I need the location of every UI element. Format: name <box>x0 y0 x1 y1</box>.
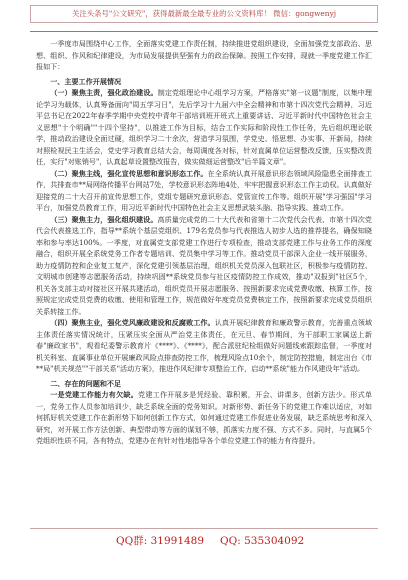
paragraph-3 <box>36 214 372 318</box>
footer-qq-group: QQ群: 31991489 <box>116 535 205 547</box>
paragraph-2 <box>36 168 372 214</box>
paragraph-2-lead: （二）聚焦主线，强化宣传思想和意识形态工作。 <box>50 168 208 178</box>
paragraph-5-text: 党建工作开展多是凭经验、靠积累，开会、讲课多，创新方法少。形式单一，党务工作人员参加培训少，缺乏系统全面的党务知识。对新形势、新任务下的党建工作难以适应，对如何抓好机关党建工作在新形势下如何创新工作方式，如何通过党建工作促进业务发展，缺乏系统思考和深入研究，对开展工作方法创新、典型带动等方面的谋划不够，抓落实力度不强、方式不多。同时，与直属5个党组织性质不同，各有特点，党建办在有针对性地指导各个单位党建工作的能力有待提升。 <box>36 390 372 445</box>
document-body <box>36 38 372 447</box>
footer-divider <box>30 528 378 529</box>
section-heading-2: 二、存在的问题和不足 <box>50 378 122 388</box>
paragraph-1-lead: （一）聚焦主责，强化政治建设。 <box>50 88 158 97</box>
paragraph-1-text: 制定党组理论中心组学习方案，严格落实"第一议题"制度，以集中理论学习为载体，认真筹备面向"周五学习日"，先后学习十九届六中全会精神和市第十四次党代会精神，习近平总书记在2022年春季学期中央党校中青年干部培训班开班式上重要讲话、习近平新时代中国特色社会主义思想"十个明确""十四个坚持"，以推进工作为目标，结合工作实际和阶段性工作任务，先后组织理论联学，推动政治建设全面过硬，组织学习二十余次，营造学习氛围，学党史、悟思想、办实事、开新局，持续对照检视民主生活会，党史学习教育总结大会，每周调度各对标，针对直属单位运营整改反馈，压实整改责任，实行"对账销号"，认真起草设置整改报告，做实做细运营整改"后半篇文章"。 <box>36 88 373 166</box>
paragraph-3-text: 高质量完成党的二十大代表和省第十二次党代会代表、市第十四次党代会代表推选工作，指导**系统个基层党组织、179名党员参与代表推选人初步人选的推荐提名，确保知晓率和参与率达100%。一季度，对直属党支部党建工作进行专项检查，推动支部党建工作与业务工作的深度融合，组织开展全系统党务工作者专题培训、党员集中学习等工作。推动党员干部深入企业一线开展服务，助力疫情防控和企业复工复产，深化党建引领基层治理，组织机关党员深入包联社区，积极参与疫情防控、文明城市创建等志愿服务活动，持续巩固**系统党员参与社区疫情防控工作成效，推动"双报到"社区5个，机关各支部主动对接社区开展共建活动，组织党员开展志愿服务、按照新要求完成党费收缴、核算工作，按照规定完成党员党费的收缴、使用和管理工作，规范做好年度党员党费核定工作，按照新要求完成党员组织关系转接工作。 <box>36 214 373 316</box>
intro-paragraph: 一季度市局围绕中心工作，全面落实党建工作责任制，持续推进党组织建设，全面加强党支部政治、思想、组织、作风和纪律建设，为市局发展提供坚强有力的政治保障。按照工作安排，现就一季度党建工作汇报如下： <box>36 39 372 71</box>
paragraph-2-text: 在全系统认真开展意识形态领域风险隐患全面排查工作，共排查市**局网络传播平台网站7处，学校意识形态阵地4处，牢牢把握意识形态工作主动权。认真做好迎接党的二十大召开前宣传思想工作，党组专题研究意识形态、党管宣传工作等。组织开展"学习强国"学习平台，加强党员教育工作，用习近平新时代中国特色社会主义思想武装头脑、指导实践、推动工作。 <box>36 168 372 212</box>
section-heading-1: 一、主要工作开展情况 <box>50 76 122 86</box>
footer-qq: QQ: 535304092 <box>220 535 305 547</box>
paragraph-5-lead: 一是党建工作能力有欠缺。 <box>50 390 139 399</box>
paragraph-3-lead: （三）聚焦主力，强化组织建设。 <box>50 214 158 224</box>
header-divider <box>30 31 378 32</box>
footer <box>0 533 408 549</box>
paragraph-4-lead: （四）聚焦主业，强化党风廉政建设和反腐败工作。 <box>50 318 215 327</box>
paragraph-1 <box>36 87 372 168</box>
header-banner: 关注头条号"公文研究"，获得最新最全最专业的公文资料库！ 微信：gongwenyj <box>30 5 378 23</box>
paragraph-4 <box>36 317 372 375</box>
paragraph-4-text: 认真开展纪律教育和廉政警示教育，完善重点领域主体责任落实情况统计，压紧压实全面从严治党主体责任，在元旦、春节期间，为干部职工家属送上新春"廉政家书"，观看纪委警示教育片《****》、《****》，配合派驻纪检组做好问题线索跟踪监督，一季度对机关科室、直属事业单位开展廉政风险点排查防控工作，梳理风险点10余个，制定防控措施，制定出台《市**局"机关规范""干部关系"活动方案》，推进作风纪律专项整治工作，启动**系统"能力作风建设年"活动。 <box>36 318 373 373</box>
paragraph-5 <box>36 389 372 447</box>
